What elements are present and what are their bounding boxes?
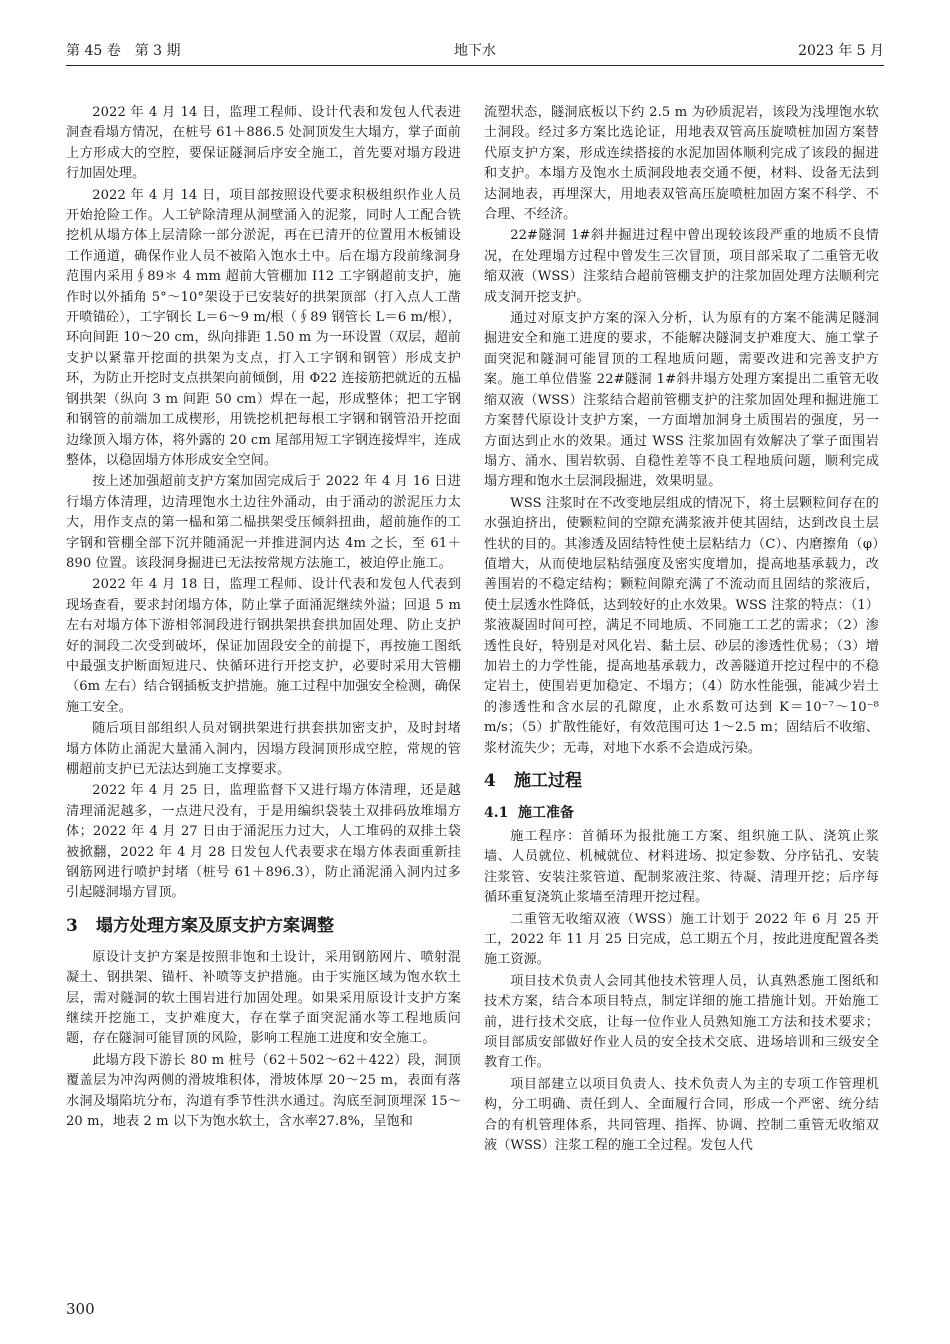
paragraph: 按上述加强超前支护方案加固完成后于 2022 年 4 月 16 日进行塌方体清理，边清理饱水土边往外涌动，由于涌动的淤泥压力太大，用作支点的第一榀和第二榀拱架受压倾斜扭曲，超前施作的工字钢和管棚全部下沉并随涌泥一并推进洞内达 4m 之长，至 61＋890 位置。该段洞身掘进已无法按常规方法施工，被迫停止施工。 [66,474,461,571]
paragraph: WSS 注浆时在不改变地层组成的情况下，将土层颗粒间存在的水强迫挤出，使颗粒间的空隙充满浆液并使其固结，达到改良土层性状的目的。其渗透及固结特性使土层粘结力（C）、内磨擦角（φ）值增大，从而使地层粘结强度及密实度增加，提高地基承载力，改善围岩的不稳定结构；颗粒间隙充满了不流动而且固结的浆液后，使土层透水性降低，达到较好的止水效果。WSS 注浆的特点：（1）浆液凝固时间可控，满足不同地质、不同施工工艺的需求；（2）渗透性良好，特别是对风化岩、黏土层、砂层的渗透性优易；（3）增加岩土的力学性能，提高地基承载力，改善隧道开挖过程中的不稳定岩土，使围岩更加稳定、不塌方；（4）防水性能强，能减少岩土的渗透性和含水层的孔隙度，止水系数可达到 K＝10⁻⁷～10⁻⁸ m/s；（5）扩散性能好，有效范围可达 1～2.5 m；固结后不收缩、浆材流失少；无毒，对地下水系不会造成污染。 [484,495,879,756]
subsection-number: 4.1 [484,805,509,821]
paragraph: 项目技术负责人会同其他技术管理人员，认真熟悉施工图纸和技术方案，结合本项目特点，制定详细的施工措施计划。开始施工前，进行技术交底，让每一位作业人员熟知施工方法和技术要求；项目部质安部做好作业人员的安全技术交底、进场培训和三级安全教育工作。 [484,973,879,1071]
paragraph: 此塌方段下游长 80 m 桩号（62＋502～62＋422）段，洞顶覆盖层为冲沟两侧的滑坡堆积体，滑坡体厚 20～25 m，表面有落水洞及塌陷坑分布，沟道有季节性洪水通过。沟底至洞顶埋深 15～20 m，地表 2 m 以下为饱水软土，含水率27.8%，呈饱和 [66,1052,461,1130]
section-title: 施工过程 [514,771,582,791]
section-title: 塌方处理方案及原支护方案调整 [96,915,334,936]
page-number: 300 [66,1300,95,1318]
paragraph: 2022 年 4 月 18 日，监理工程师、设计代表和发包人代表到现场查看，要求封闭塌方体，防止掌子面涌泥继续外溢；回退 5 m 左右对塌方体下游相邻洞段进行钢拱架拱套拱加固处理、防止支护好的洞段二次受到破坏，保证加固段安全的前提下，再按施工图纸中最强支护断面短进尺、快循环进行开挖支护，必要时采用大管棚（6m 左右）结合钢插板支护措施。施工过程中加强安全检测，确保施工安全。 [66,577,461,715]
paragraph: 流塑状态，隧洞底板以下约 2.5 m 为砂质泥岩，该段为浅埋饱水软土洞段。经过多方案比选论证，用地表双管高压旋喷桩加固方案替代原支护方案，形成连续搭接的水泥加固体顺利完成了该段的掘进和支护。本塌方及饱水土质洞段地表交通不便，材料、设备无法到达洞地表，再埋深大，用地表双管高压旋喷桩加固方案不科学、不合理、不经济。 [484,105,879,223]
paragraph: 原设计支护方案是按照非饱和土设计，采用钢筋网片、喷射混凝土、钢拱架、锚杆、补喷等支护措施。由于实施区域为饱水软土层，需对隧洞的软土围岩进行加固处理。如果采用原设计支护方案继续开挖施工，支护难度大，存在掌子面突泥涌水等工程地质问题，存在隧洞可能冒顶的风险，影响工程施工进度和安全施工。 [66,949,461,1047]
paragraph: 施工程序：首循环为报批施工方案、组织施工队、浇筑止浆墙、人员就位、机械就位、材料进场、拟定参数、分序钻孔、安装注浆管、安装注浆管道、配制浆液注浆、待凝、清理开挖；后序每循环重复浇筑止浆墙至清理开挖过程。 [484,829,879,906]
right-column [484,103,879,1158]
header-rule [66,65,884,66]
section-number: 3 [66,915,78,936]
paragraph: 22#隧洞 1#斜井掘进过程中曾出现较该段严重的地质不良情况，在处理塌方过程中曾发生三次冒顶，项目部采取了二重管无收缩双液（WSS）注浆结合超前管棚支护的注浆加固处理方法顺利完成支洞开挖支护。 [484,228,879,305]
paragraph: 2022 年 4 月 14 日，项目部按照设代要求积极组织作业人员开始抢险工作。人工铲除清理从洞壁涌入的泥浆，同时人工配合铣挖机从塌方体上层清除一部分淤泥，再在已清开的位置用木板铺设工作通道，确保作业人员不被陷入饱水土中。后在塌方段前缘洞身范围内采用∮89＊ 4 mm 超前大管棚加 I12 工字钢超前支护，施作时以外插角 5°～10°架设于已安装好的拱架顶部（打入点人工凿开喷锚砼），工字钢长 L＝6～9 m/根（∮89 钢管长 L＝6 m/根），环向间距 10～20 cm，纵向排距 1.50 m 为一环设置（双层，超前支护以紧靠开挖面的拱架为支点，打入工字钢和钢管）形成支护环，为防止开挖时支点拱架向前倾倒，用 Φ22 连接筋把就近的五榀钢拱架（纵向 3 m 间距 50 cm）焊在一起，形成整体；把工字钢和钢管的前端加工成楔形，用铣挖机把每根工字钢和钢管沿开挖面边缘顶入塌方体，将外露的 20 cm 尾部用短工字钢连接焊牢，连成整体，以稳固塌方体形成安全空间。 [66,187,461,468]
subsection-title: 施工准备 [518,805,574,821]
paragraph: 通过对原支护方案的深入分析，认为原有的方案不能满足隧洞掘进安全和施工进度的要求，不能解决隧洞支护难度大、施工掌子面突泥和隧洞可能冒顶的工程地质问题，需要改进和完善支护方案。施工单位借鉴 22#隧洞 1#斜井塌方处理方案提出二重管无收缩双液（WSS）注浆结合超前管棚支护的注浆加固处理和掘进施工方案替代原设计支护方案，一方面增加洞身土质围岩的强度，另一方面达到止水的效果。通过 WSS 注浆加固有效解决了掌子面围岩塌方、涌水、围岩软弱、自稳性差等不良工程地质问题，顺利完成塌方理和饱水土层洞段掘进，效果明显。 [484,311,879,490]
section-heading-3 [66,914,461,938]
header-journal: 地下水 [454,43,496,59]
paragraph: 二重管无收缩双液（WSS）施工计划于 2022 年 6 月 25 开工，2022 年 11 月 25 日完成，总工期五个月，按此进度配置各类施工资源。 [484,911,879,968]
left-column [66,103,461,1134]
paragraph: 项目部建立以项目负责人、技术负责人为主的专项工作管理机构，分工明确、责任到人、全面履行合同，形成一个严密、统分结合的有机管理体系，共同管理、指挥、协调、控制二重管无收缩双液（WSS）注浆工程的施工全过程。发包人代 [484,1076,879,1154]
paragraph: 随后项目部组织人员对钢拱架进行拱套拱加密支护，及时封堵塌方体防止涌泥大量涌入洞内，因塌方段洞顶形成空腔，常规的管棚超前支护已无法达到施工支撑要求。 [66,721,461,777]
paragraph: 2022 年 4 月 25 日，监理监督下又进行塌方体清理，还是越清理涌泥越多，一点进尺没有，于是用编织袋装土双排码放堆塌方体；2022 年 4 月 27 日由于涌泥压力过大，人工堆码的双排土袋被掀翻，2022 年 4 月 28 日发包人代表要求在塌方体表面重新挂钢筋网进行喷护封堵（桩号 61＋896.3），防止涌泥涌入洞内过多引起隧洞塌方冒顶。 [66,783,461,901]
paragraph: 2022 年 4 月 14 日，监理工程师、设计代表和发包人代表进洞查看塌方情况，在桩号 61＋886.5 处洞顶发生大塌方，掌子面前上方形成大的空腔，要保证隧洞后序安全施工，首先要对塌方段进行加固处理。 [66,105,461,182]
header-date: 2023 年 5 月 [798,43,884,59]
running-header [66,40,884,62]
section-heading-4 [484,769,879,793]
header-volume: 第 45 卷 第 3 期 [66,43,181,59]
subsection-heading-4-1 [484,803,879,823]
section-number: 4 [484,771,496,791]
